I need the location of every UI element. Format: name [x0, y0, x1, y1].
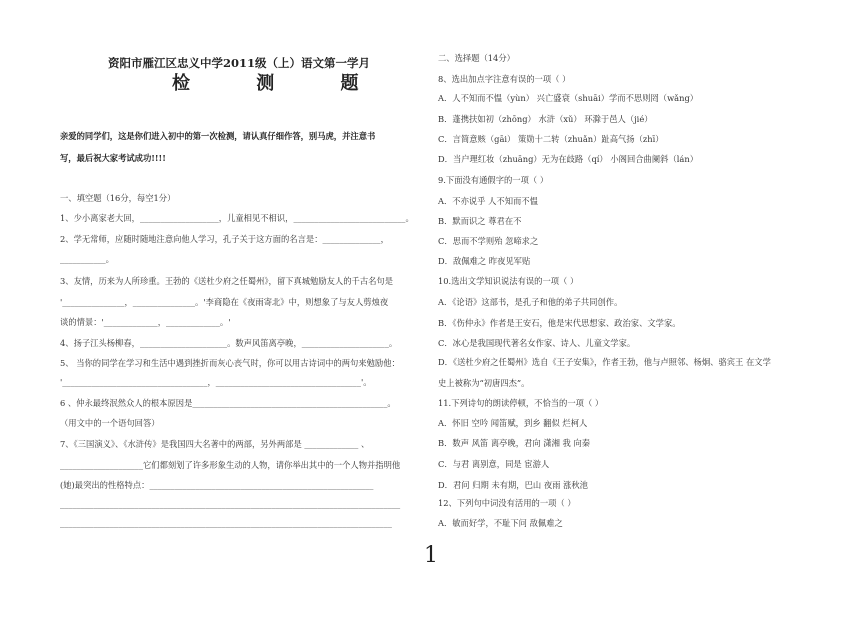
exam-title: 资阳市雁江区忠义中学2011级（上）语文第一学月: [108, 56, 371, 70]
right-text-line: A．人不知而不愠（yùn） 兴亡盛衰（shuāi）学而不思则罔（wǎng）: [438, 93, 699, 103]
right-text-line: A．不亦说乎 人不知而不愠: [438, 196, 538, 206]
right-text-line: B．《伤仲永》作者是王安石，他是宋代思想家、政治家、文学家。: [438, 318, 681, 328]
right-text-line: 9.下面没有通假字的一项（ ）: [438, 175, 549, 185]
left-text-line: '_______________，_______________。'李商隐在《夜雨寄北》中，则想象了与友人剪烛夜: [60, 297, 389, 307]
left-text-line: （用文中的一个语句回答）: [60, 418, 160, 428]
right-text-line: 12、下列句中词没有活用的一项（ ）: [438, 498, 576, 508]
left-text-line: 6 、仲永最终泯然众人的根本原因是_______________________________________________。: [60, 398, 396, 408]
right-text-line: C．思而不学则殆 忽啼求之: [438, 236, 539, 246]
left-text-line: 4、扬子江头杨柳春，_____________________。数声风笛离亭晚，_____________________。: [60, 338, 398, 348]
right-text-line: 史上被称为“初唐四杰”。: [438, 378, 530, 388]
right-text-line: D．当户理红妆（zhuāng）无为在歧路（qí） 小阁回合曲阑斜（lán）: [438, 154, 698, 164]
intro-line-1: 亲爱的同学们，这是你们进入初中的第一次检测，请认真仔细作答，别马虎，并注意书: [60, 131, 376, 141]
right-text-line: B．数声 风笛 离亭晚，君向 潇湘 我 向秦: [438, 438, 591, 448]
right-text-line: 二、选择题（14分）: [438, 53, 515, 63]
right-text-line: A．怀旧 空吟 闻笛赋，到乡 翻似 烂柯人: [438, 418, 588, 428]
left-text-line: 1、少小离家老大回，___________________，儿童相见不相识，___________________________。: [60, 213, 414, 223]
right-text-line: A．《论语》这部书，是孔子和他的弟子共同创作。: [438, 297, 623, 307]
right-text-line: D．敌佩难之 昨夜见军贴: [438, 256, 531, 266]
exam-subtitle: 检 测 题: [172, 73, 389, 94]
left-text-line: 7、《三国演义》、《水浒传》是我国四大名著中的两部，另外两部是 _____________ 、: [60, 439, 370, 449]
right-text-line: C．与君 离别意，同是 宦游人: [438, 459, 550, 469]
intro-line-2: 写，最后祝大家考试成功!!!!: [60, 153, 166, 163]
left-text-line: ___________。: [60, 254, 114, 264]
left-text-line: ____________________它们都刻划了许多形象生动的人物，请你举出其中的一个人物并指明他: [60, 460, 401, 470]
right-text-line: 8、选出加点字注意有误的一项（ ）: [438, 74, 571, 84]
left-text-line: __________________________________________________________________________________: [60, 499, 401, 509]
left-text-line: 5、 当你的同学在学习和生活中遇到挫折而灰心丧气时，你可以用古诗词中的两句来勉励他：: [60, 358, 400, 368]
right-text-line: D．《送杜少府之任蜀州》选自《王子安集》，作者王勃，他与卢照邻、杨炯、骆宾王 在文学: [438, 357, 771, 367]
left-text-line: 一、填空题（16分，每空1分）: [60, 193, 176, 203]
left-text-line: (她)最突出的性格特点：______________________________________________________: [60, 480, 374, 490]
right-text-line: C．冰心是我国现代著名女作家、诗人、儿童文学家。: [438, 338, 636, 348]
right-text-line: 10.选出文学知识说法有误的一项（ ）: [438, 276, 579, 286]
right-text-line: A．敏而好学，不耻下问 敌佩难之: [438, 518, 563, 528]
right-text-line: C．言简意赅（gāi） 策勋十二转（zhuǎn）趾高气扬（zhī）: [438, 134, 664, 144]
right-text-line: 11.下列诗句的朗读停顿，不恰当的一项（ ）: [438, 398, 604, 408]
left-text-line: 谈的情景：'_____________，_____________。': [60, 317, 231, 327]
left-text-line: 2、学无常师，应随时随地注意向他人学习，孔子关于这方面的名言是：______________，: [60, 234, 389, 244]
page-number: 1: [424, 543, 438, 568]
left-text-line: 3、友情，历来为人所珍重。王勃的《送杜少府之任蜀州》，留下真城勉励友人的千古名句是: [60, 276, 394, 286]
left-text-line: '___________________________________，___________________________________'。: [60, 377, 372, 387]
right-text-line: B．蓬携扶如初（zhōng） 水浒（xǔ） 环滁于邑人（jié）: [438, 114, 653, 124]
right-text-line: D．君问 归期 未有期，巴山 夜雨 涨秋池: [438, 480, 588, 490]
left-text-line: ________________________________________________________________________________: [60, 518, 392, 528]
right-text-line: B．默而识之 尊君在不: [438, 216, 522, 226]
